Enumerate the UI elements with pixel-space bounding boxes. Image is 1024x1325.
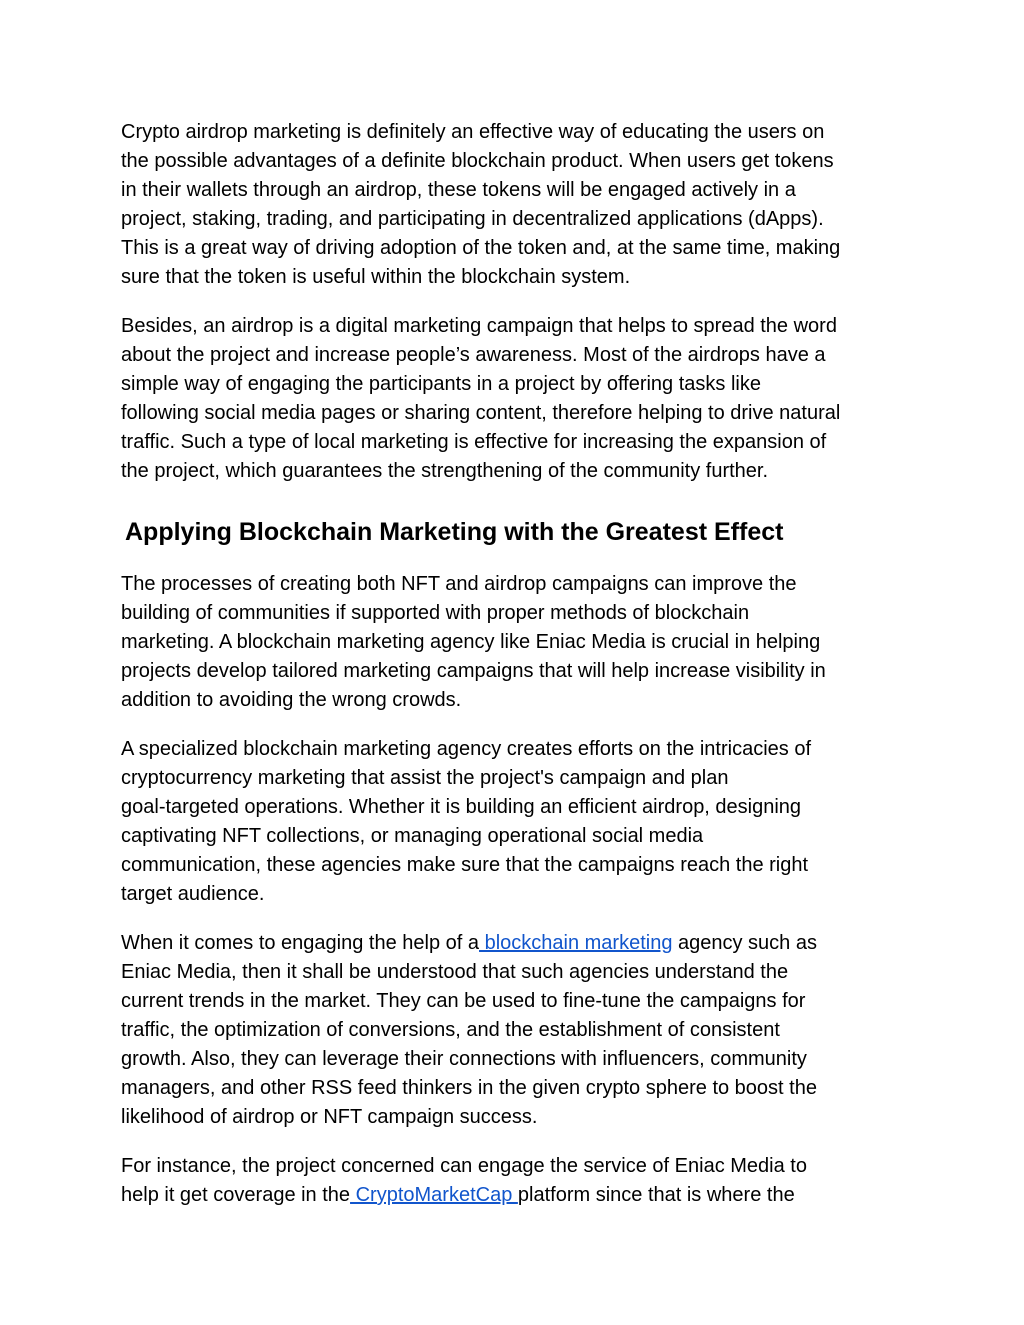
paragraph-coinmarketcap-example (121, 1152, 921, 1210)
section-heading: Applying Blockchain Marketing with the Greatest Effect (125, 518, 784, 546)
document-body (121, 118, 921, 1230)
paragraph-text-segment: platform since that is where the (517, 1184, 795, 1206)
cryptomarketcap-link[interactable]: CryptoMarketCap (350, 1184, 518, 1206)
paragraph-airdrop-campaign: Besides, an airdrop is a digital marketing campaign that helps to spread the word about the project and increase people’s awareness. Most of the airdrops have a simple way of engaging the participants in a project by offering tasks like following social media pages or sharing content, therefore helping to drive natural traffic. Such a type of local marketing is effective for increasing the expansion of the project, which guarantees the strengthening of the community further. (121, 315, 841, 482)
paragraph-text-segment: agency such as Eniac Media, then it shall be understood that such agencies understand the current trends in the market. They can be used to fine-tune the campaigns for traffic, the optimization of conversions, and the establishment of consistent growth. Also, they can leverage their connections with influencers, community managers, and other RSS feed thinkers in the given crypto sphere to boost the likelihood of airdrop or NFT campaign success. (121, 932, 817, 1128)
paragraph-text-segment: When it comes to engaging the help of a (121, 932, 480, 954)
paragraph-nft-airdrop-communities: The processes of creating both NFT and airdrop campaigns can improve the building of communities if supported with proper methods of blockchain marketing. A blockchain marketing agency like Eniac Media is crucial in helping projects develop tailored marketing campaigns that will help increase visibility in addition to avoiding the wrong crowds. (121, 573, 826, 711)
paragraph-airdrop-education: Crypto airdrop marketing is definitely an effective way of educating the users on the possible advantages of a definite blockchain product. When users get tokens in their wallets through an airdrop, these tokens will be engaged actively in a project, staking, trading, and participating in decentralized applications (dApps). This is a great way of driving adoption of the token and, at the same time, making sure that the token is useful within the blockchain system. (121, 121, 841, 288)
paragraph-text-segment: For instance, the project concerned can engage the service of Eniac Media to help it get coverage in the (121, 1155, 807, 1206)
paragraph-specialized-agency: A specialized blockchain marketing agency creates efforts on the intricacies of cryptocurrency marketing that assist the project's campaign and plan goal-targeted operations. Whether it is building an efficient airdrop, designing captivating NFT collections, or managing operational social media communication, these agencies make sure that the campaigns reach the right target audience. (121, 738, 811, 905)
paragraph-engaging-agency (121, 929, 921, 1132)
blockchain-marketing-link[interactable]: blockchain marketing (479, 932, 673, 954)
